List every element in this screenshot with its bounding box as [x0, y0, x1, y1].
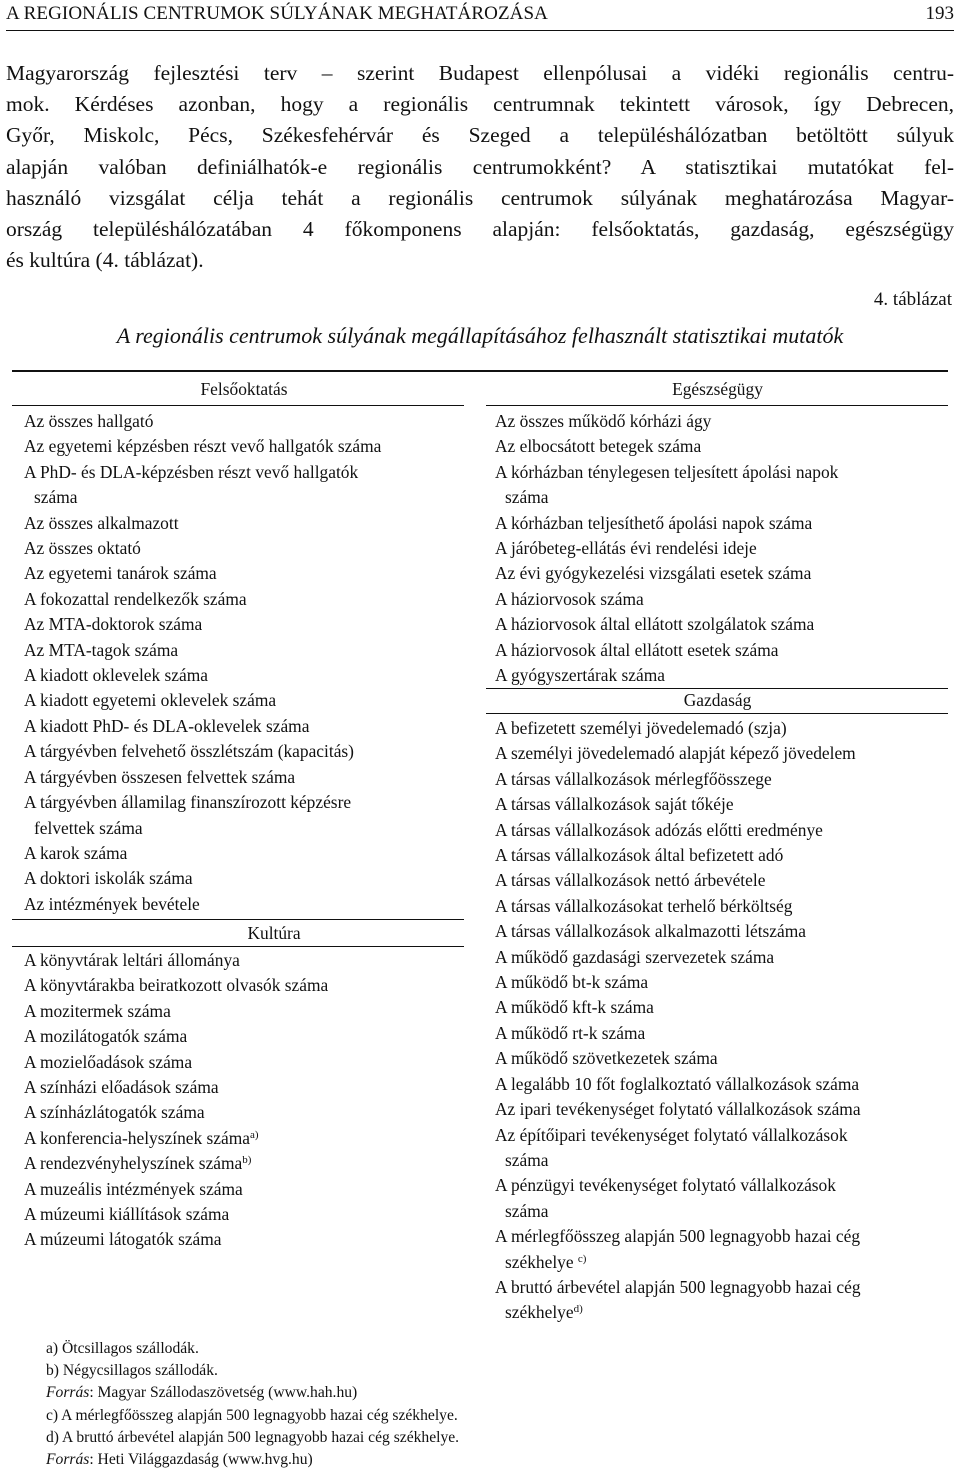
footnote-marker: d) [573, 1303, 583, 1316]
heading-egeszsegugy: Egészségügy [672, 379, 763, 399]
list-item: A társas vállalkozások alkalmazotti létszáma [495, 921, 806, 942]
list-item: A kiadott PhD- és DLA-oklevelek száma [24, 715, 310, 736]
footnote-marker: a) [249, 1128, 259, 1141]
source-label: Forrás [46, 1384, 90, 1402]
body-paragraph [6, 58, 954, 276]
footnote-marker: c) [577, 1252, 587, 1265]
list-item: A működő kft-k száma [495, 997, 654, 1018]
list-item-text: székhelye [505, 1251, 574, 1272]
list-item: Az ipari tevékenységet folytató vállalkozások száma [495, 1099, 861, 1120]
heading-rule [12, 405, 464, 406]
paragraph-line: alapján valóban definiálhatók-e regionális centrumokként? A statisztikai mutatókat fel- [6, 154, 954, 179]
table-caption: A regionális centrumok súlyának megállapításához felhasznált statisztikai mutatók [116, 323, 844, 348]
list-item: A bruttó árbevétel alapján 500 legnagyobb hazai cég [495, 1276, 861, 1297]
list-item: A muzeális intézmények száma [24, 1178, 243, 1199]
paragraph-line: ország településhálózatában 4 főkomponens alapján: felsőoktatás, gazdaság, egészségügy [6, 217, 954, 242]
list-item: A működő szövetkezetek száma [495, 1048, 718, 1069]
list-item: A tárgyévben összesen felvettek száma [24, 766, 296, 787]
list-item: A társas vállalkozások mérlegfőösszege [495, 768, 772, 789]
list-item: A társas vállalkozások által befizetett adó [495, 845, 784, 866]
list-item: Az intézmények bevétele [24, 893, 200, 914]
list-item [24, 1151, 464, 1176]
list-item [495, 1300, 940, 1325]
list-item: A kiadott egyetemi oklevelek száma [24, 690, 277, 711]
footnotes [46, 1338, 459, 1471]
list-item: A PhD- és DLA-képzésben részt vevő hallgatók [24, 461, 359, 482]
running-header [6, 0, 954, 31]
list-item: A háziorvosok által ellátott szolgálatok száma [495, 614, 815, 635]
list-item: A múzeumi kiállítások száma [24, 1204, 230, 1225]
source-text: : Magyar Szállodaszövetség (www.hah.hu) [89, 1384, 358, 1402]
list-item [495, 1250, 940, 1275]
source-note-2 [46, 1449, 459, 1471]
list-item: Az építőipari tevékenységet folytató vállalkozások [495, 1124, 848, 1145]
page-number: 193 [925, 3, 954, 24]
list-item: A befizetett személyi jövedelemadó (szja) [495, 718, 787, 738]
footnote-marker: b) [242, 1154, 252, 1167]
list-item: A múzeumi látogatók száma [24, 1229, 222, 1250]
list-item: Az egyetemi tanárok száma [24, 563, 217, 584]
list-item: A kórházban ténylegesen teljesített ápolási napok [495, 461, 839, 482]
list-item: A járóbeteg-ellátás évi rendelési ideje [495, 538, 757, 559]
footnote-a: a) Ötcsillagos szállodák. [46, 1340, 199, 1357]
list-item: A kórházban teljesíthető ápolási napok száma [495, 512, 813, 533]
egeszsegugy-list [495, 409, 940, 688]
list-item: Az összes hallgató [24, 411, 154, 431]
list-item: száma [505, 1149, 549, 1170]
list-item: A társas vállalkozások saját tőkéje [495, 794, 734, 815]
list-item: A kiadott oklevelek száma [24, 665, 208, 686]
section-rule [12, 946, 464, 947]
paragraph-line: használó vizsgálat célja tehát a regionális centrumok súlyának meghatározása Magyar- [6, 185, 954, 210]
kultura-list [24, 948, 464, 1253]
list-item: A háziorvosok száma [495, 588, 644, 609]
source-label: Forrás [46, 1451, 90, 1469]
footnote-c: c) A mérlegfőösszeg alapján 500 legnagyobb hazai cég székhelye. [46, 1406, 458, 1424]
list-item: Az összes működő kórházi ágy [495, 411, 712, 431]
list-item: A mérlegfőösszeg alapján 500 legnagyobb hazai cég [495, 1226, 861, 1247]
list-item [24, 1126, 464, 1151]
list-item: A karok száma [24, 842, 128, 863]
list-item: A társas vállalkozások nettó árbevétele [495, 870, 766, 891]
list-item: A működő bt-k száma [495, 972, 649, 993]
table-number: 4. táblázat [873, 289, 952, 310]
list-item: A tárgyévben felvehető összlétszám (kapacitás) [24, 741, 354, 762]
list-item: A könyvtárak leltári állománya [24, 950, 240, 970]
list-item: A tárgyévben államilag finanszírozott képzésre [24, 792, 352, 813]
list-item: A társas vállalkozások adózás előtti eredménye [495, 819, 823, 840]
list-item: száma [505, 487, 549, 508]
heading-kultura: Kultúra [247, 923, 301, 943]
list-item: A mozielőadások száma [24, 1051, 193, 1072]
list-item: A működő rt-k száma [495, 1022, 646, 1043]
list-item-text: A konferencia-helyszínek száma [24, 1127, 250, 1148]
list-item: A társas vállalkozásokat terhelő bérköltség [495, 895, 793, 916]
paragraph-line: Győr, Miskolc, Pécs, Székesfehérvár és Szeged a településhálózatban betöltött súlyuk [6, 123, 954, 148]
section-rule [12, 919, 464, 920]
list-item: Az évi gyógykezelési vizsgálati esetek száma [495, 563, 812, 584]
list-item: A fokozattal rendelkezők száma [24, 588, 247, 609]
list-item: A gyógyszertárak száma [495, 665, 665, 686]
list-item-text: székhelye [505, 1302, 574, 1323]
list-item: A színházi előadások száma [24, 1077, 219, 1098]
list-item: A működő gazdasági szervezetek száma [495, 946, 775, 967]
list-item: száma [505, 1200, 549, 1221]
footnote-b: b) Négycsillagos szállodák. [46, 1362, 218, 1380]
list-item: száma [34, 487, 78, 508]
list-item: Az összes oktató [24, 538, 141, 559]
list-item: Az egyetemi képzésben részt vevő hallgatók száma [24, 436, 382, 457]
footnote-d: d) A bruttó árbevétel alapján 500 legnagyobb hazai cég székhelye. [46, 1428, 460, 1446]
list-item: A személyi jövedelemadó alapját képező jövedelem [495, 743, 856, 764]
list-item: A doktori iskolák száma [24, 868, 193, 889]
list-item-text: A rendezvényhelyszínek száma [24, 1153, 243, 1174]
heading-rule [486, 405, 948, 406]
list-item: Az MTA-tagok száma [24, 639, 179, 660]
list-item: A mozilátogatók száma [24, 1026, 188, 1047]
source-note-1 [46, 1382, 459, 1404]
paragraph-line: mok. Kérdéses azonban, hogy a regionális centrumnak tekintett városok, így Debrecen, [6, 92, 954, 117]
list-item: Az elbocsátott betegek száma [495, 436, 702, 457]
source-text: : Heti Világgazdaság (www.hvg.hu) [89, 1451, 313, 1469]
list-item: A mozitermek száma [24, 1000, 171, 1021]
table-top-rule [12, 370, 948, 372]
heading-felsooktatas: Felsőoktatás [200, 379, 288, 399]
running-header-title: A REGIONÁLIS CENTRUMOK SÚLYÁNAK MEGHATÁROZÁSA [6, 3, 548, 24]
felsooktatas-list [24, 409, 464, 917]
list-item: A könyvtárakba beiratkozott olvasók száma [24, 975, 329, 996]
gazdasag-list [495, 716, 940, 1326]
list-item: A háziorvosok által ellátott esetek száma [495, 639, 779, 660]
list-item: felvettek száma [34, 817, 143, 838]
section-rule [486, 713, 948, 714]
paragraph-line: Magyarország fejlesztési terv – szerint Budapest ellenpólusai a vidéki regionális centru- [6, 61, 954, 85]
list-item: Az összes alkalmazott [24, 512, 179, 533]
list-item: A legalább 10 főt foglalkoztató vállalkozások száma [495, 1073, 860, 1094]
paragraph-line: és kultúra (4. táblázat). [6, 248, 204, 273]
list-item: A színházlátogatók száma [24, 1102, 205, 1123]
list-item: Az MTA-doktorok száma [24, 614, 203, 635]
list-item: A pénzügyi tevékenységet folytató vállalkozások [495, 1175, 836, 1196]
section-rule [486, 688, 948, 689]
heading-gazdasag: Gazdaság [683, 690, 752, 710]
